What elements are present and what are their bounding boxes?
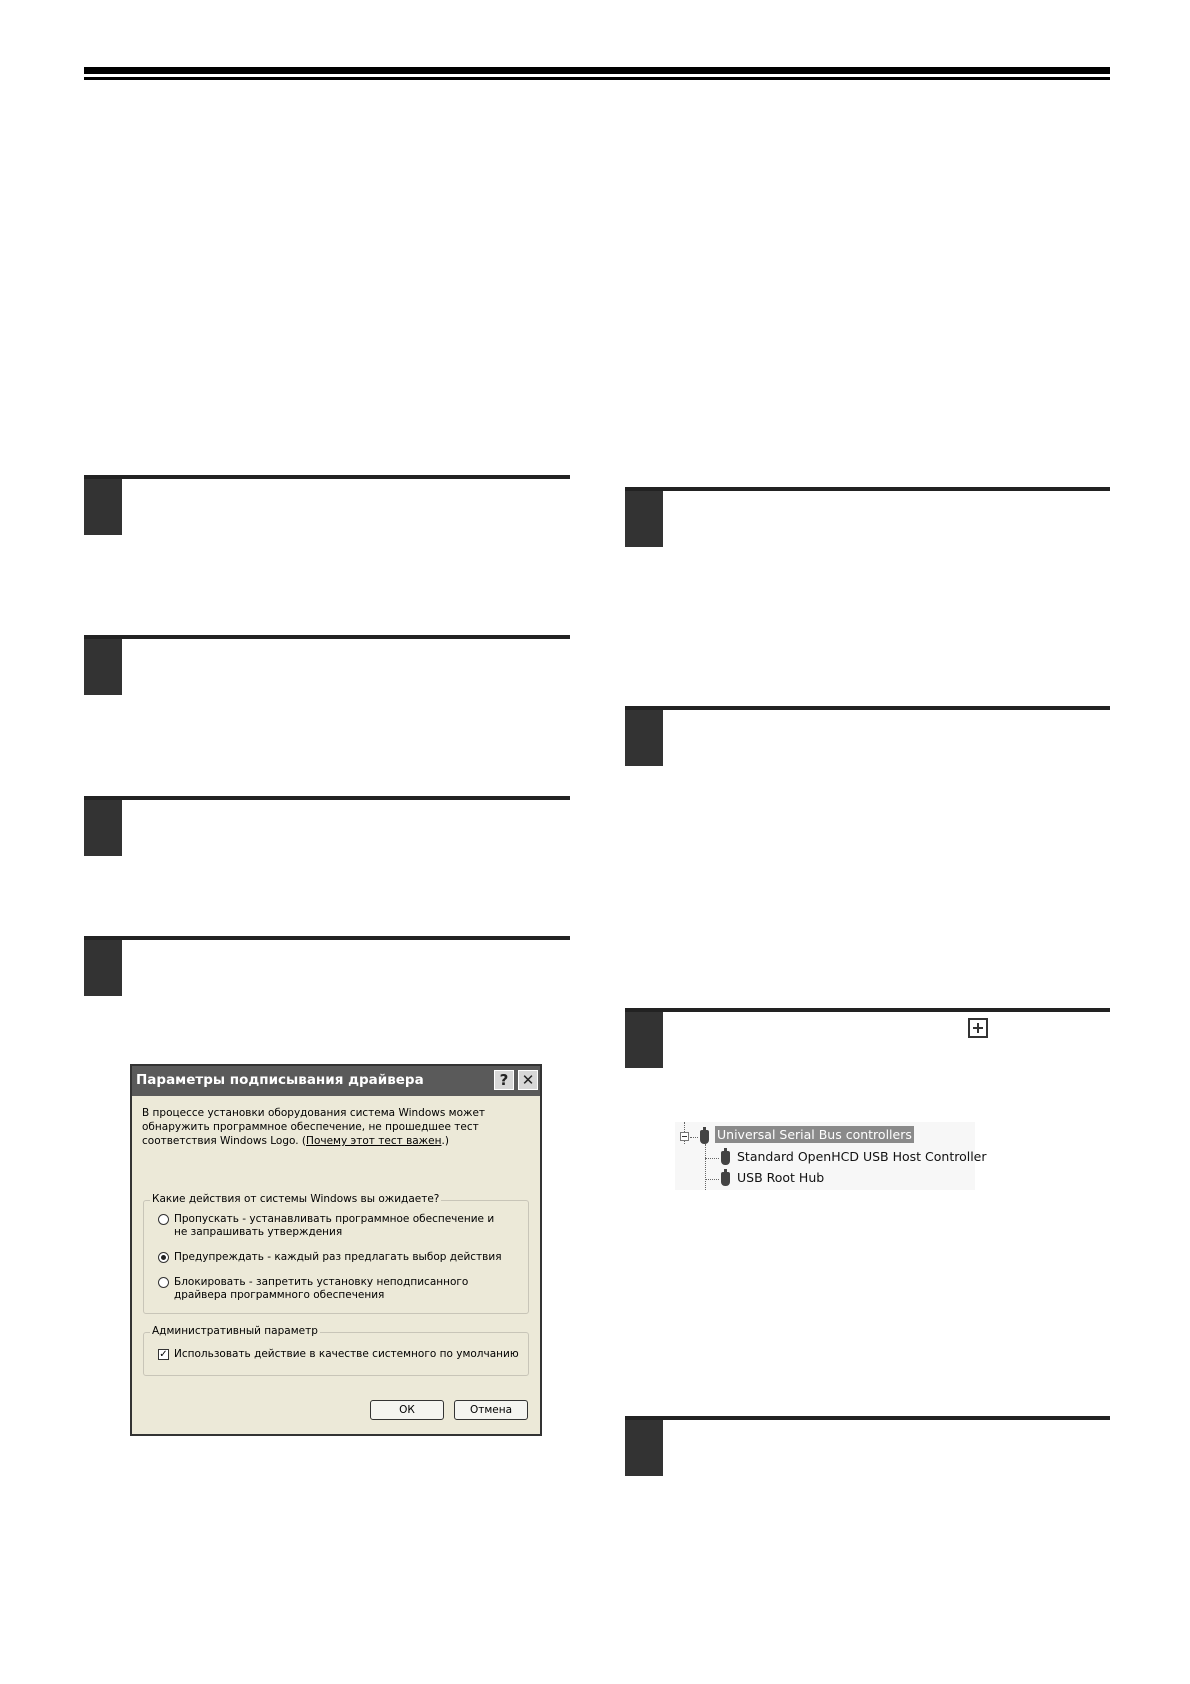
why-important-link[interactable]: Почему этот тест важен bbox=[306, 1135, 442, 1147]
step-4-number-box bbox=[84, 940, 122, 996]
step-3-number-box bbox=[84, 800, 122, 856]
cancel-button[interactable]: Отмена bbox=[454, 1400, 528, 1420]
dialog-titlebar bbox=[132, 1066, 540, 1096]
help-button[interactable] bbox=[494, 1070, 514, 1090]
check-icon: ✓ bbox=[159, 1349, 168, 1360]
usb-device-icon bbox=[721, 1172, 730, 1186]
option-block-label: Блокировать - запретить установку неподписанного драйвера программного обеспечения bbox=[174, 1276, 469, 1301]
header-rule bbox=[84, 67, 1110, 74]
tree-item-root-hub[interactable] bbox=[737, 1170, 824, 1185]
radio-warn[interactable] bbox=[158, 1252, 169, 1263]
step-7-rule bbox=[625, 1008, 1110, 1012]
tree-connector bbox=[690, 1137, 698, 1138]
dialog-intro bbox=[142, 1106, 532, 1148]
tree-item-label: Standard OpenHCD USB Host Controller bbox=[737, 1149, 987, 1164]
step-6-number-box bbox=[625, 710, 663, 766]
tree-connector bbox=[705, 1179, 719, 1180]
close-button[interactable] bbox=[518, 1070, 538, 1090]
tree-item-host-controller[interactable] bbox=[737, 1149, 987, 1164]
action-group-label: Какие действия от системы Windows вы ожидаете? bbox=[152, 1193, 440, 1205]
default-action-label: Использовать действие в качестве системного по умолчанию bbox=[174, 1348, 519, 1360]
radio-ignore[interactable] bbox=[158, 1214, 169, 1225]
help-icon: ? bbox=[499, 1071, 509, 1089]
step-1-rule bbox=[84, 475, 570, 479]
usb-device-icon bbox=[721, 1151, 730, 1165]
collapse-icon[interactable] bbox=[680, 1132, 689, 1141]
step-2-number-box bbox=[84, 639, 122, 695]
tree-item-label: USB Root Hub bbox=[737, 1170, 825, 1185]
step-2-rule bbox=[84, 635, 570, 639]
step-6-rule bbox=[625, 706, 1110, 710]
tree-item-usb-controllers[interactable] bbox=[715, 1127, 914, 1142]
admin-group-label: Административный параметр bbox=[152, 1325, 318, 1337]
radio-block[interactable] bbox=[158, 1277, 169, 1288]
step-5-number-box bbox=[625, 491, 663, 547]
default-action-checkbox[interactable] bbox=[158, 1349, 169, 1360]
header-rule-thin bbox=[84, 77, 1110, 80]
dialog-title: Параметры подписывания драйвера bbox=[136, 1072, 424, 1088]
step-3-rule bbox=[84, 796, 570, 800]
step-4-rule bbox=[84, 936, 570, 940]
driver-signing-dialog bbox=[130, 1064, 542, 1436]
plus-box-icon bbox=[968, 1018, 988, 1038]
step-8-rule bbox=[625, 1416, 1110, 1420]
device-tree bbox=[675, 1122, 987, 1190]
step-1-number-box bbox=[84, 479, 122, 535]
step-8-number-box bbox=[625, 1420, 663, 1476]
step-5-rule bbox=[625, 487, 1110, 491]
admin-group bbox=[143, 1325, 529, 1376]
close-icon: ✕ bbox=[521, 1071, 535, 1089]
option-ignore-label: Пропускать - устанавливать программное обеспечение и не запрашивать утверждения bbox=[174, 1213, 495, 1238]
tree-item-label: Universal Serial Bus controllers bbox=[717, 1127, 912, 1142]
tree-connector bbox=[705, 1144, 706, 1190]
action-group bbox=[143, 1193, 529, 1314]
step-7-number-box bbox=[625, 1012, 663, 1068]
ok-button[interactable]: ОК bbox=[370, 1400, 444, 1420]
intro-tail: .) bbox=[441, 1135, 449, 1147]
intro-text: В процессе установки оборудования система Windows может обнаружить программное обеспечение, не прошедшее тест соответствия Windows Logo. ( bbox=[142, 1107, 486, 1147]
option-warn-label: Предупреждать - каждый раз предлагать выбор действия bbox=[174, 1251, 502, 1263]
tree-connector bbox=[705, 1158, 719, 1159]
usb-device-icon bbox=[700, 1130, 709, 1144]
